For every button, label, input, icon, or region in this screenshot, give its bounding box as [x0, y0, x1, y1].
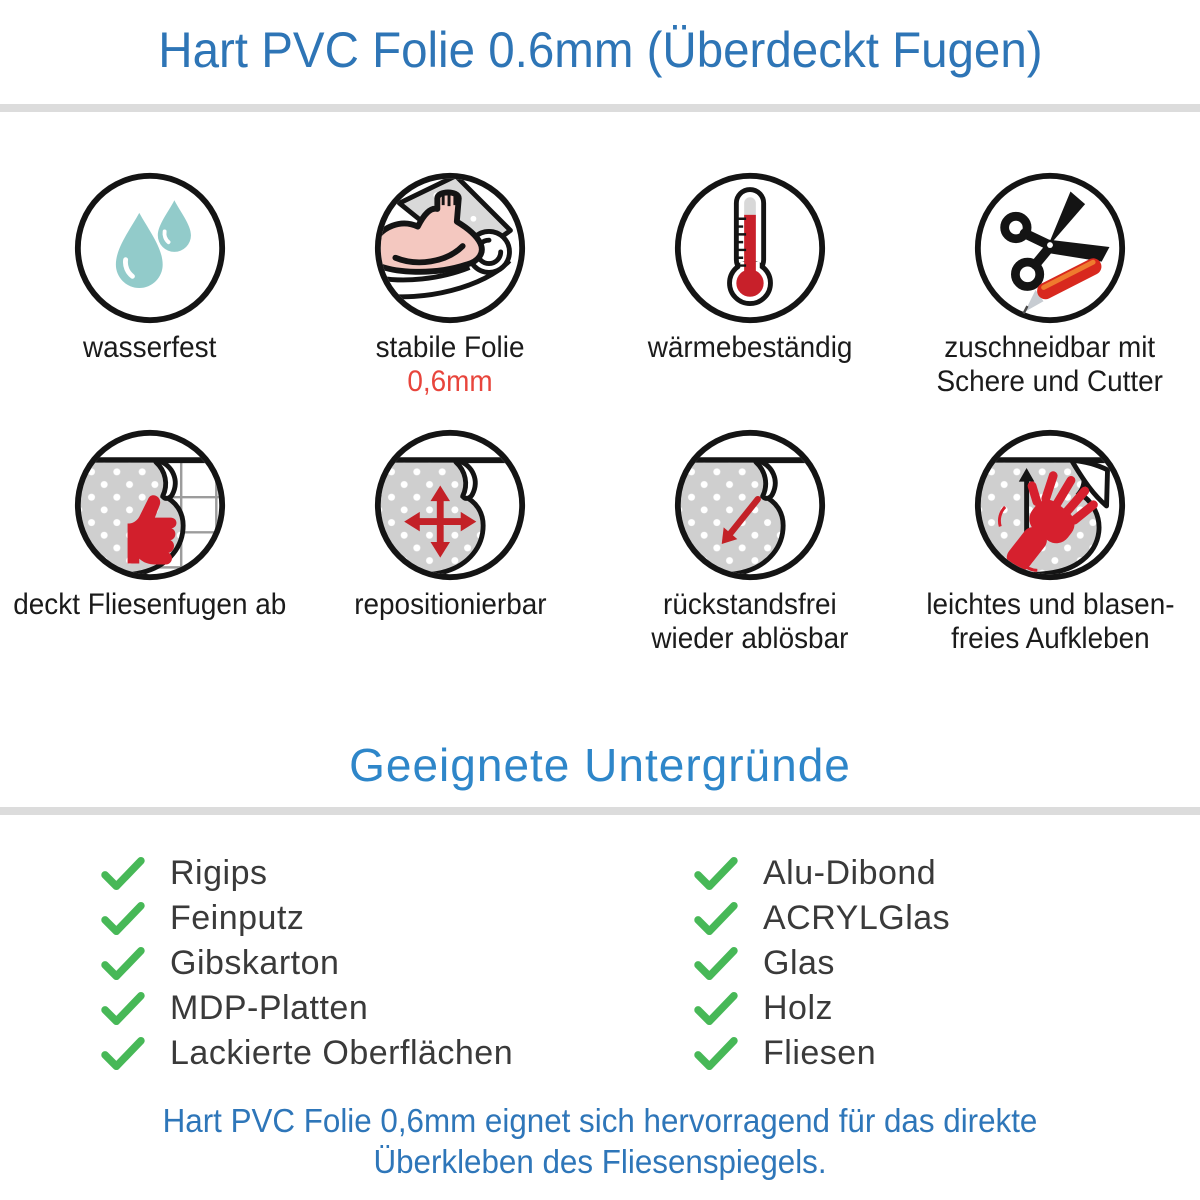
- film-peel-off-arrow-icon: [672, 427, 828, 583]
- scissors-and-cutter-icon: [972, 170, 1128, 326]
- checkmark-icon: [100, 1037, 146, 1071]
- checkmark-icon: [693, 1037, 739, 1071]
- list-item: [100, 941, 513, 986]
- feature-label: deckt Fliesenfugen ab: [13, 588, 287, 621]
- feature-label: stabile Folie 0,6mm: [375, 331, 525, 398]
- list-item: [100, 986, 513, 1031]
- film-covers-tile-grout-thumbs-up-icon: [72, 427, 228, 583]
- hand-smoothing-film-icon: [972, 427, 1128, 583]
- section-heading-wrap: [0, 737, 1200, 793]
- film-move-arrows-icon: [372, 427, 528, 583]
- footer-note: [0, 1100, 1200, 1182]
- feature-label: rückstandsfrei wieder ablösbar: [651, 588, 849, 655]
- feature-label: wasserfest: [83, 331, 217, 364]
- checkmark-icon: [100, 947, 146, 981]
- feature-label: leichtes und blasen- freies Aufkleben: [925, 588, 1175, 655]
- list-item-label: Rigips: [170, 854, 268, 892]
- footer-line-2: Überkleben des Fliesenspiegels.: [373, 1143, 827, 1180]
- footer-line-1: Hart PVC Folie 0,6mm eignet sich hervorragend für das direkte: [162, 1102, 1038, 1139]
- list-item-label: Gibskarton: [170, 944, 340, 982]
- feature-wasserfest: [0, 170, 300, 399]
- feature-zuschneidbar: [900, 170, 1200, 399]
- thickness-note: 0,6mm: [407, 365, 493, 398]
- divider-top: [0, 104, 1200, 112]
- checkmark-icon: [100, 902, 146, 936]
- list-item: [693, 1031, 950, 1076]
- feature-waermebestaendig: [600, 170, 900, 399]
- feature-repositionierbar: [300, 427, 600, 656]
- list-item-label: Lackierte Oberflächen: [170, 1034, 514, 1072]
- muscle-arm-film-roll-icon: [372, 170, 528, 326]
- list-item: [100, 851, 513, 896]
- section-heading: Geeignete Untergründe: [349, 739, 851, 791]
- checkmark-icon: [693, 947, 739, 981]
- checkmark-icon: [693, 857, 739, 891]
- list-item-label: Feinputz: [170, 899, 305, 937]
- feature-rueckstandsfrei: [600, 427, 900, 656]
- checkmark-icon: [100, 992, 146, 1026]
- list-item: [100, 896, 513, 941]
- header: [0, 20, 1200, 80]
- water-drops-icon: [72, 170, 228, 326]
- list-item-label: Alu-Dibond: [763, 854, 937, 892]
- checkmark-icon: [100, 857, 146, 891]
- divider-middle: [0, 807, 1200, 815]
- list-item-label: ACRYLGlas: [763, 899, 951, 937]
- list-item: [100, 1031, 513, 1076]
- feature-leichtes-aufkleben: [900, 427, 1200, 656]
- checkmark-icon: [693, 902, 739, 936]
- list-item: [693, 896, 950, 941]
- feature-label: wärmebeständig: [647, 331, 853, 364]
- list-item-label: Holz: [763, 989, 834, 1027]
- page-title: Hart PVC Folie 0.6mm (Überdeckt Fugen): [157, 22, 1043, 78]
- feature-deckt-fliesenfugen: [0, 427, 300, 656]
- subsurface-list-right: [693, 851, 950, 1076]
- list-item: [693, 941, 950, 986]
- subsurface-list-left: [100, 851, 513, 1076]
- feature-label: zuschneidbar mit Schere und Cutter: [936, 331, 1164, 398]
- feature-stabile-folie: [300, 170, 600, 399]
- feature-label: repositionierbar: [353, 588, 547, 621]
- list-item-label: Glas: [763, 944, 835, 982]
- list-item: [693, 986, 950, 1031]
- checkmark-icon: [693, 992, 739, 1026]
- list-item-label: Fliesen: [763, 1034, 877, 1072]
- feature-row-2: [0, 427, 1200, 656]
- feature-row-1: [0, 170, 1200, 399]
- list-item: [693, 851, 950, 896]
- list-item-label: MDP-Platten: [170, 989, 369, 1027]
- thermometer-icon: [672, 170, 828, 326]
